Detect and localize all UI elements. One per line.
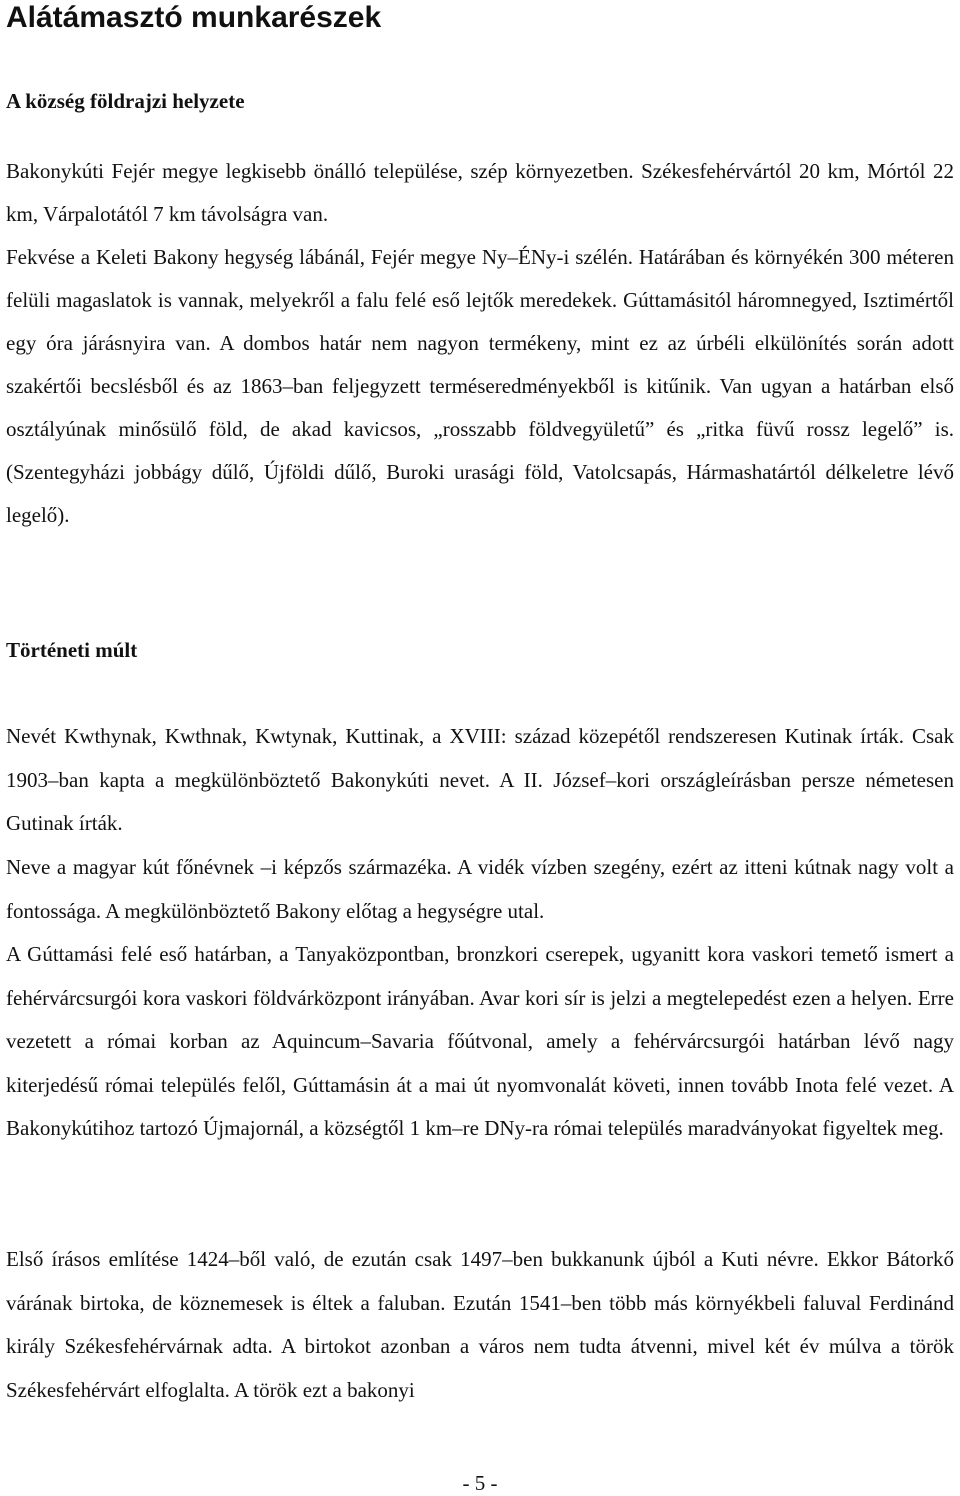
section-heading-history: Történeti múlt: [6, 638, 138, 662]
paragraph: Fekvése a Keleti Bakony hegység lábánál, Fejér megye Ny–ÉNy-i szélén. Határában és környékén 300 méteren felüli magaslatok is vannak, melyekről a falu felé eső lejtők meredekek. Gúttamásitól háromnegyed, Isztimértől egy óra járásnyira van. A dombos határ nem nagyon termékeny, mint ez az úrbéli elkülönítés során adott szakértői becslésből és az 1863–ban feljegyzett terméseredményekből is kitűnik. Van ugyan a határban első osztályúnak minősülő föld, de akad kavicsos, „rosszabb földvegyületű” és „ritka füvű rossz legelő” is. (Szentegyházi jobbágy dűlő, Újföldi dűlő, Buroki urasági föld, Vatolcsapás, Hármashatártól délkeletre lévő legelő).: [6, 245, 954, 527]
paragraph: Bakonykúti Fejér megye legkisebb önálló települése, szép környezetben. Székesfehérvártól 20 km, Mórtól 22 km, Várpalotától 7 km távolságra van.: [6, 159, 954, 226]
document-title: Alátámasztó munkarészek: [6, 1, 382, 34]
paragraph: A Gúttamási felé eső határban, a Tanyaközpontban, bronzkori cserepek, ugyanitt kora vaskori temető ismert a fehérvárcsurgói kora vaskori földvárközpont irányában. Avar kori sír is jelzi a megtelepedést ezen a helyen. Erre vezetett a római korban az Aquincum–Savaria főútvonal, amely a fehérvárcsurgói határban lévő nagy kiterjedésű római település felől, Gúttamásin át a mai út nyomvonalát követi, innen tovább Inota felé vezet. A Bakonykútihoz tartozó Újmajornál, a községtől 1 km–re DNy-ra római település maradványokat figyeltek meg.: [6, 942, 954, 1141]
paragraph: Neve a magyar kút főnévnek –i képzős származéka. A vidék vízben szegény, ezért az itteni kútnak nagy volt a fontossága. A megkülönböztető Bakony előtag a hegységre utal.: [6, 855, 954, 923]
paragraph: Nevét Kwthynak, Kwthnak, Kwtynak, Kuttinak, a XVIII: század közepétől rendszeresen Kutinak írták. Csak 1903–ban kapta a megkülönböztető Bakonykúti nevet. A II. József–kori országleírásban persze németesen Gutinak írták.: [6, 724, 954, 836]
page-number: - 5 -: [462, 1471, 498, 1495]
paragraph: Első írásos említése 1424–ből való, de ezután csak 1497–ben bukkanunk újból a Kuti névre. Ekkor Bátorkő várának birtoka, de köznemesek is éltek a faluban. Ezután 1541–ben több más környékbeli faluval Ferdinánd király Székesfehérvárnak adta. A birtokot azonban a város nem tudta átvenni, mivel két év múlva a török Székesfehérvárt elfoglalta. A török ezt a bakonyi: [6, 1247, 954, 1402]
section-heading-geography: A község földrajzi helyzete: [6, 89, 245, 113]
